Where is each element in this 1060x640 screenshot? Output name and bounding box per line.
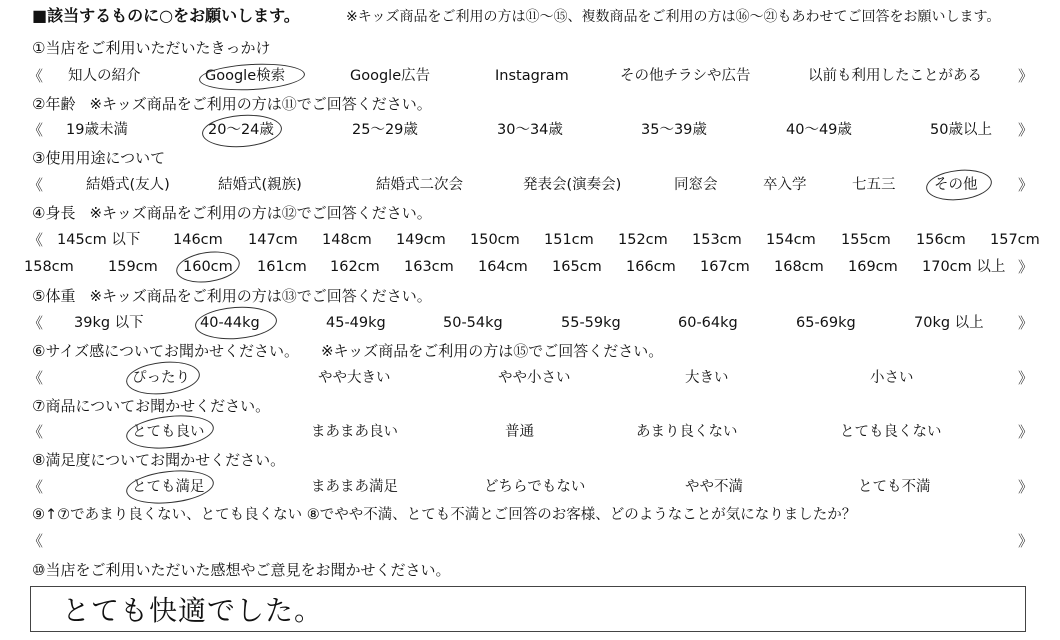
q1-option[interactable]: Instagram [495,68,569,84]
q4-option[interactable]: 165cm [552,259,602,275]
q4-option[interactable]: 157cm [990,232,1040,248]
bracket-open: 《 [28,67,44,85]
q3-option[interactable]: その他 [934,177,978,193]
q1-option[interactable]: その他チラシや広告 [620,68,751,84]
q6-option[interactable]: ぴったり [132,370,190,386]
q4-option[interactable]: 161cm [257,259,307,275]
q2-option[interactable]: 35〜39歳 [641,122,707,138]
bracket-close: 》 [1018,258,1034,276]
q1-option[interactable]: Google広告 [350,68,431,84]
question-5-label: ⑤体重 ※キッズ商品をご利用の方は⑬でご回答ください。 [32,287,432,305]
q6-option[interactable]: やや大きい [318,370,391,386]
q4-option[interactable]: 148cm [322,232,372,248]
q4-option[interactable]: 170cm 以上 [922,259,1006,275]
q3-option[interactable]: 結婚式(親族) [218,177,302,193]
handwritten-comment: とても快適でした。 [62,594,324,627]
q4-option[interactable]: 160cm [183,259,233,275]
bracket-open: 《 [28,176,44,194]
bracket-open: 《 [28,314,44,332]
form-note: ※キッズ商品をご利用の方は⑪〜⑮、複数商品をご利用の方は⑯〜㉑もあわせてご回答をお願いします。 [346,9,1001,25]
q4-option[interactable]: 146cm [173,232,223,248]
q4-option[interactable]: 151cm [544,232,594,248]
bracket-open: 《 [28,121,44,139]
q5-option[interactable]: 50-54kg [443,315,503,331]
bracket-open: 《 [28,532,44,550]
q4-option[interactable]: 154cm [766,232,816,248]
bracket-close: 》 [1018,532,1034,550]
q1-option[interactable]: 知人の紹介 [68,68,141,84]
q4-option[interactable]: 150cm [470,232,520,248]
q6-option[interactable]: やや小さい [498,370,571,386]
question-4-label: ④身長 ※キッズ商品をご利用の方は⑫でご回答ください。 [32,204,432,222]
q5-option[interactable]: 60-64kg [678,315,738,331]
q3-option[interactable]: 結婚式二次会 [376,177,463,193]
q3-option[interactable]: 発表会(演奏会) [523,177,622,193]
q8-option[interactable]: どちらでもない [484,479,586,495]
q4-option[interactable]: 164cm [478,259,528,275]
bracket-close: 》 [1018,67,1034,85]
q5-option[interactable]: 45-49kg [326,315,386,331]
q4-option[interactable]: 162cm [330,259,380,275]
question-2-label: ②年齢 ※キッズ商品をご利用の方は⑪でご回答ください。 [32,95,432,113]
bracket-open: 《 [28,231,44,249]
q2-option[interactable]: 50歳以上 [930,122,992,138]
bracket-close: 》 [1018,176,1034,194]
q4-option[interactable]: 168cm [774,259,824,275]
question-3-label: ③使用用途について [32,149,166,167]
q7-option[interactable]: 普通 [505,424,534,440]
q5-option[interactable]: 70kg 以上 [914,315,984,331]
q4-option[interactable]: 169cm [848,259,898,275]
bracket-open: 《 [28,478,44,496]
q7-option[interactable]: とても良い [132,424,205,440]
question-6-label: ⑥サイズ感についてお聞かせください。 ※キッズ商品をご利用の方は⑮でご回答ください。 [32,342,664,360]
q8-option[interactable]: やや不満 [685,479,743,495]
bracket-close: 》 [1018,369,1034,387]
q7-option[interactable]: まあまあ良い [311,424,398,440]
q5-option[interactable]: 65-69kg [796,315,856,331]
q1-option[interactable]: Google検索 [205,68,286,84]
bracket-close: 》 [1018,314,1034,332]
q3-option[interactable]: 結婚式(友人) [86,177,170,193]
q6-option[interactable]: 小さい [870,370,914,386]
question-7-label: ⑦商品についてお聞かせください。 [32,397,271,415]
q4-option[interactable]: 167cm [700,259,750,275]
question-8-label: ⑧満足度についてお聞かせください。 [32,451,286,469]
q2-option[interactable]: 25〜29歳 [352,122,418,138]
form-title: ■該当するものに○をお願いします。 [32,6,300,25]
q4-option[interactable]: 163cm [404,259,454,275]
q4-option[interactable]: 145cm 以下 [57,232,141,248]
q4-option[interactable]: 156cm [916,232,966,248]
q2-option[interactable]: 40〜49歳 [786,122,852,138]
q5-option[interactable]: 39kg 以下 [74,315,144,331]
q5-option[interactable]: 40-44kg [200,315,260,331]
q8-option[interactable]: とても不満 [858,479,931,495]
question-10-label: ⑩当店をご利用いただいた感想やご意見をお聞かせください。 [32,561,451,579]
q4-option[interactable]: 152cm [618,232,668,248]
q8-option[interactable]: まあまあ満足 [311,479,398,495]
q5-option[interactable]: 55-59kg [561,315,621,331]
q4-option[interactable]: 147cm [248,232,298,248]
q1-option[interactable]: 以前も利用したことがある [808,68,982,84]
q2-option[interactable]: 19歳未満 [66,122,128,138]
q7-option[interactable]: あまり良くない [636,424,738,440]
q8-option[interactable]: とても満足 [132,479,205,495]
q2-option[interactable]: 20〜24歳 [208,122,274,138]
q4-option[interactable]: 158cm [24,259,74,275]
q4-option[interactable]: 166cm [626,259,676,275]
bracket-close: 》 [1018,423,1034,441]
question-9-label: ⑨↑⑦であまり良くない、とても良くない ⑧でやや不満、とても不満とご回答のお客様、どのようなことが気になりましたか？ [32,507,857,523]
question-1-label: ①当店をご利用いただいたきっかけ [32,39,271,57]
q4-option[interactable]: 155cm [841,232,891,248]
bracket-close: 》 [1018,121,1034,139]
bracket-open: 《 [28,423,44,441]
q3-option[interactable]: 卒入学 [763,177,807,193]
q3-option[interactable]: 七五三 [852,177,896,193]
q4-option[interactable]: 153cm [692,232,742,248]
q3-option[interactable]: 同窓会 [674,177,718,193]
q4-option[interactable]: 159cm [108,259,158,275]
bracket-close: 》 [1018,478,1034,496]
q2-option[interactable]: 30〜34歳 [497,122,563,138]
bracket-open: 《 [28,369,44,387]
q7-option[interactable]: とても良くない [840,424,942,440]
q4-option[interactable]: 149cm [396,232,446,248]
q6-option[interactable]: 大きい [685,370,729,386]
